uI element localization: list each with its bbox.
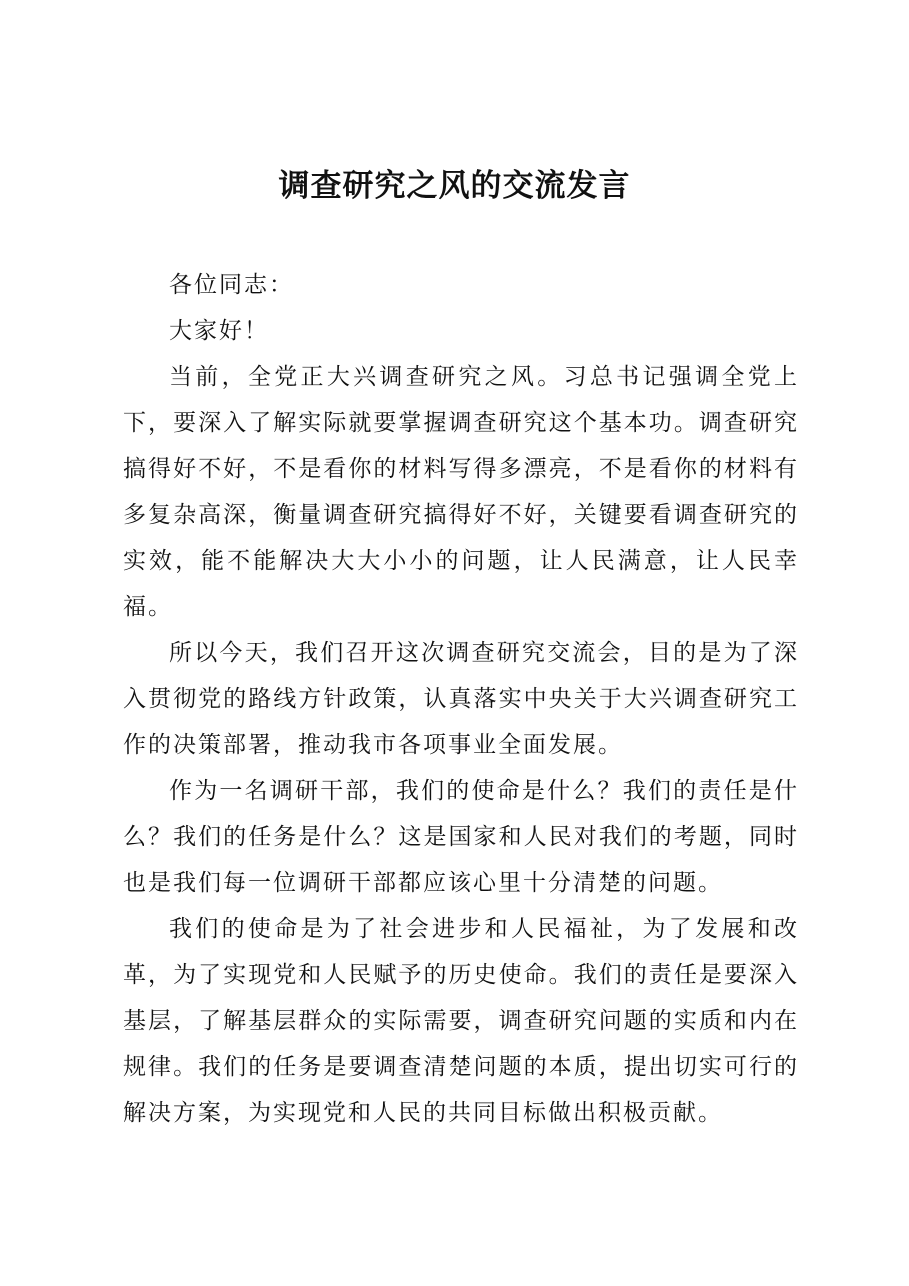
document-body [123, 262, 799, 1136]
paragraph-2: 所以今天，我们召开这次调查研究交流会，目的是为了深入贯彻党的路线方针政策，认真落实中央关于大兴调查研究工作的决策部署，推动我市各项事业全面发展。 [123, 640, 799, 758]
paragraph-3: 作为一名调研干部，我们的使命是什么？我们的责任是什么？我们的任务是什么？这是国家和人民对我们的考题，同时也是我们每一位调研干部都应该心里十分清楚的问题。 [123, 778, 799, 896]
document-title: 调查研究之风的交流发言 [278, 168, 631, 204]
greeting: 大家好！ [169, 318, 269, 344]
paragraph-4: 我们的使命是为了社会进步和人民福祉，为了发展和改革，为了实现党和人民赋予的历史使命。我们的责任是要深入基层，了解基层群众的实际需要，调查研究问题的实质和内在规律。我们的任务是要调查清楚问题的本质，提出切实可行的解决方案，为实现党和人民的共同目标做出积极贡献。 [123, 916, 799, 1126]
paragraph-1: 当前，全党正大兴调查研究之风。习总书记强调全党上下，要深入了解实际就要掌握调查研究这个基本功。调查研究搞得好不好，不是看你的材料写得多漂亮，不是看你的材料有多复杂高深，衡量调查研究搞得好不好，关键要看调查研究的实效，能不能解决大大小小的问题，让人民满意，让人民幸福。 [123, 364, 799, 620]
salutation: 各位同志： [169, 272, 294, 298]
